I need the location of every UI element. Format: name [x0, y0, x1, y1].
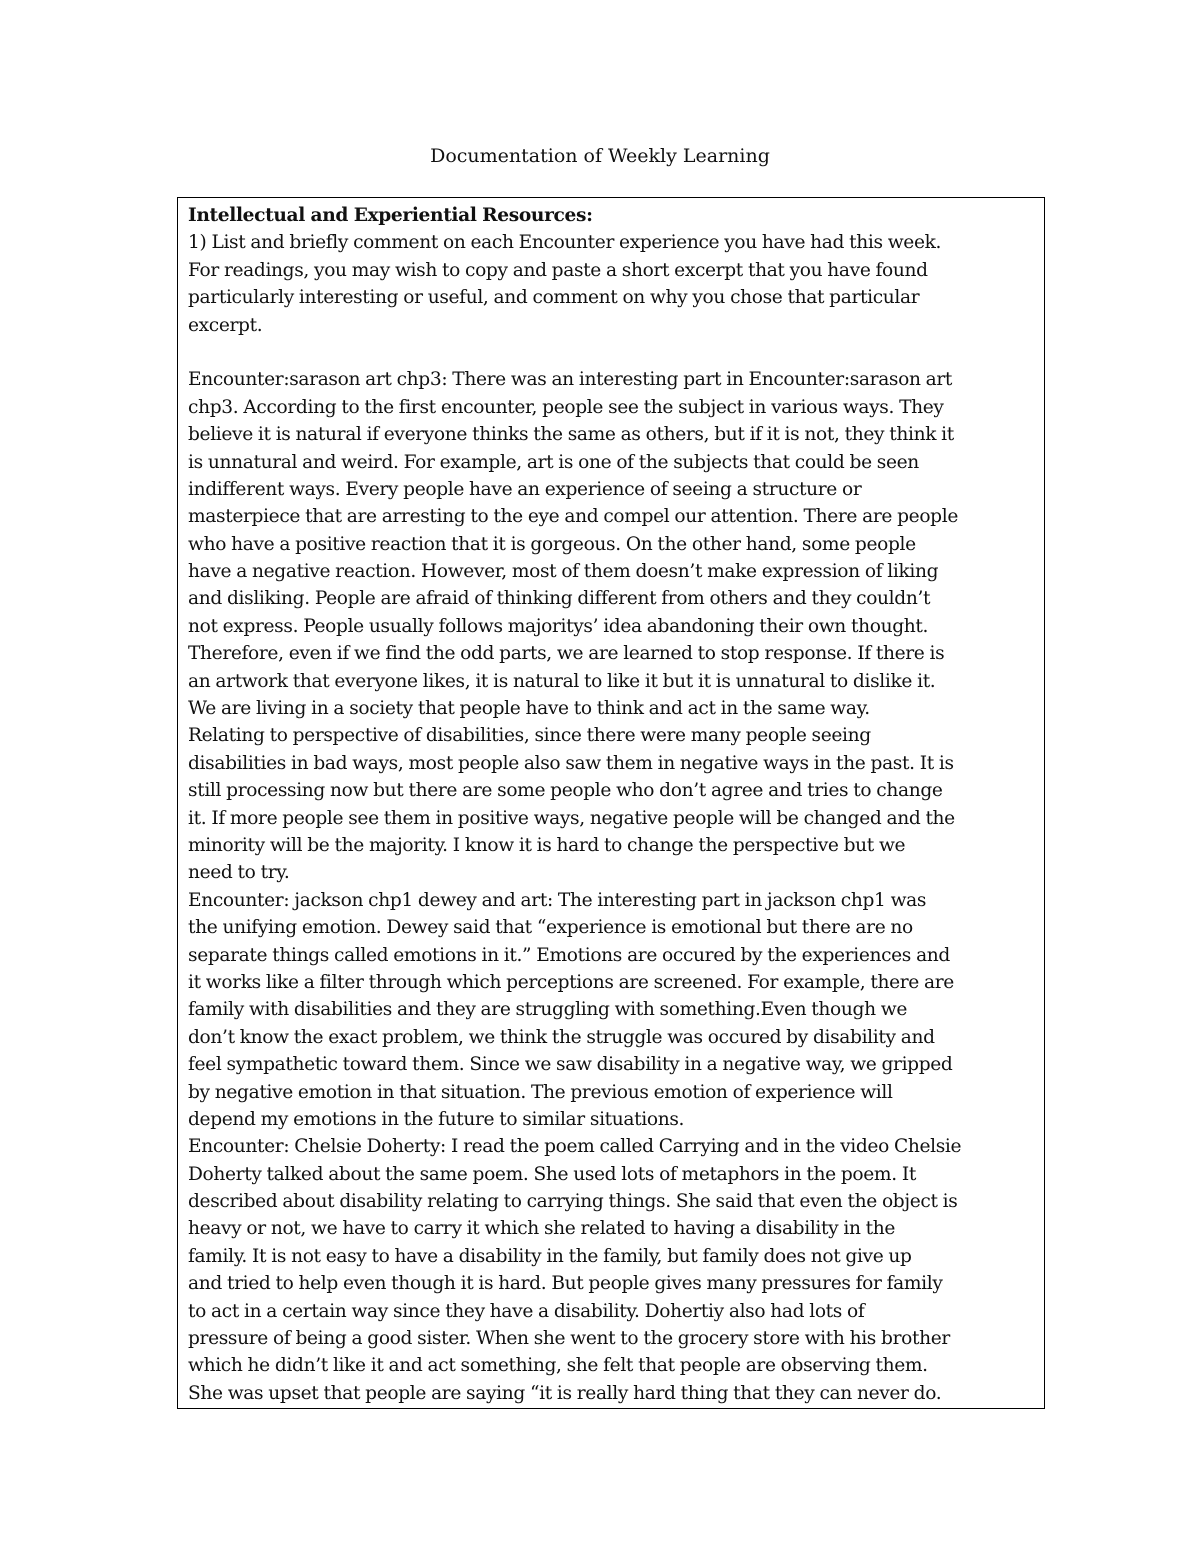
text-line: is unnatural and weird. For example, art is one of the subjects that could be seen — [188, 451, 919, 473]
text-line: excerpt. — [188, 314, 263, 336]
text-line: depend my emotions in the future to similar situations. — [188, 1108, 685, 1130]
text-line: masterpiece that are arresting to the eye and compel our attention. There are people — [188, 506, 958, 528]
text-line: minority will be the majority. I know it is hard to change the perspective but we — [188, 834, 906, 856]
text-line: described about disability relating to carrying things. She said that even the object is — [188, 1191, 958, 1213]
text-line: Therefore, even if we find the odd parts, we are learned to stop response. If there is — [188, 643, 945, 665]
text-line: have a negative reaction. However, most of them doesn’t make expression of liking — [188, 561, 939, 583]
text-line: by negative emotion in that situation. The previous emotion of experience will — [188, 1081, 893, 1103]
text-line: chp3. According to the first encounter, people see the subject in various ways. They — [188, 396, 944, 418]
text-line: pressure of being a good sister. When she went to the grocery store with his brother — [188, 1328, 950, 1350]
text-line: family. It is not easy to have a disability in the family, but family does not give up — [188, 1245, 912, 1267]
text-line: the unifying emotion. Dewey said that “experience is emotional but there are no — [188, 917, 913, 939]
section-heading: Intellectual and Experiential Resources: — [188, 205, 593, 226]
text-line: separate things called emotions in it.” Emotions are occured by the experiences and — [188, 944, 950, 966]
text-line: disabilities in bad ways, most people also saw them in negative ways in the past. It is — [188, 752, 954, 774]
text-line: Doherty talked about the same poem. She used lots of metaphors in the poem. It — [188, 1163, 916, 1185]
text-line: to act in a certain way since they have a disability. Dohertiy also had lots of — [188, 1300, 865, 1322]
text-line: For readings, you may wish to copy and paste a short excerpt that you have found — [188, 259, 928, 281]
text-line: don’t know the exact problem, we think the struggle was occured by disability and — [188, 1026, 935, 1048]
text-line: She was upset that people are saying “it is really hard thing that they can never do. — [188, 1382, 942, 1404]
text-line: 1) List and briefly comment on each Encounter experience you have had this week. — [188, 232, 942, 254]
content-box — [177, 197, 1045, 1409]
text-line: an artwork that everyone likes, it is natural to like it but it is unnatural to dislike it. — [188, 670, 936, 692]
text-line: who have a positive reaction that it is gorgeous. On the other hand, some people — [188, 533, 916, 555]
text-line: Encounter: jackson chp1 dewey and art: The interesting part in jackson chp1 was — [188, 889, 927, 911]
text-line: not express. People usually follows majoritys’ idea abandoning their own thought. — [188, 615, 929, 637]
text-line: Relating to perspective of disabilities, since there were many people seeing — [188, 725, 871, 747]
text-line: Encounter:sarason art chp3: There was an interesting part in Encounter:sarason art — [188, 369, 953, 391]
text-line: Encounter: Chelsie Doherty: I read the poem called Carrying and in the video Chelsie — [188, 1136, 962, 1158]
text-line: it works like a filter through which perceptions are screened. For example, there are — [188, 971, 954, 993]
text-line: need to try. — [188, 862, 290, 884]
text-line: believe it is natural if everyone thinks the same as others, but if it is not, they think it — [188, 424, 954, 446]
text-line: We are living in a society that people have to think and act in the same way. — [188, 698, 870, 720]
text-line: it. If more people see them in positive ways, negative people will be changed and the — [188, 807, 955, 829]
text-line: which he didn’t like it and act something, she felt that people are observing them. — [188, 1355, 928, 1377]
text-body — [188, 202, 1034, 1407]
text-line: and tried to help even though it is hard. But people gives many pressures for family — [188, 1273, 943, 1295]
text-line: still processing now but there are some people who don’t agree and tries to change — [188, 780, 943, 802]
page-title: Documentation of Weekly Learning — [430, 145, 770, 167]
text-line: particularly interesting or useful, and comment on why you chose that particular — [188, 287, 920, 309]
text-line: and disliking. People are afraid of thinking different from others and they couldn’t — [188, 588, 931, 610]
text-line: heavy or not, we have to carry it which she related to having a disability in the — [188, 1218, 896, 1240]
text-line: indifferent ways. Every people have an experience of seeing a structure or — [188, 478, 862, 500]
text-line: family with disabilities and they are struggling with something.Even though we — [188, 999, 907, 1021]
blank-line — [188, 339, 1034, 366]
text-line: feel sympathetic toward them. Since we saw disability in a negative way, we gripped — [188, 1054, 953, 1076]
